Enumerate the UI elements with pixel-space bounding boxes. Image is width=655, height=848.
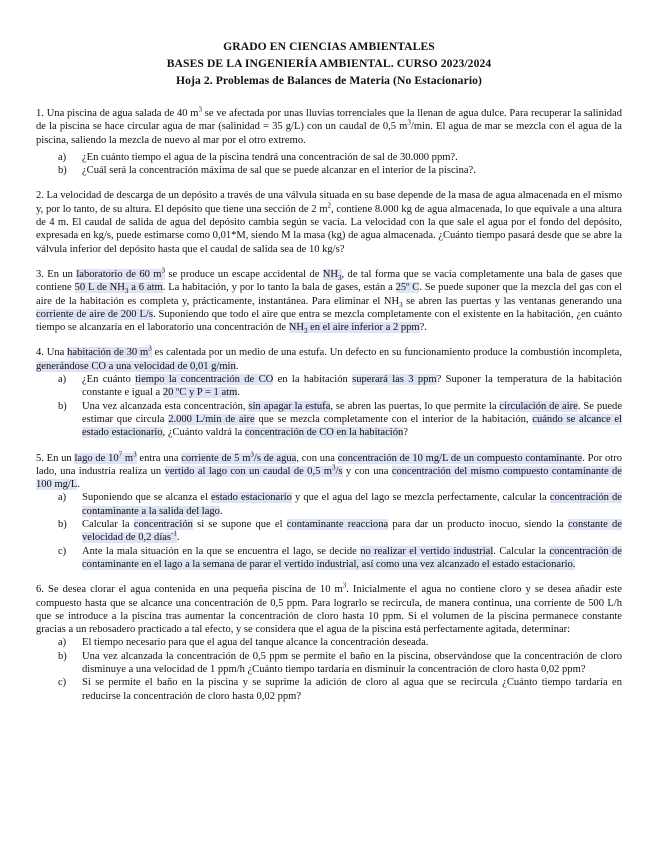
problem-5-question-b: b) Calcular la concentración si se supone que el contaminante reacciona para dar un producto inocuo, siendo la constante de velocidad de 0,2 días$^{-1}$. — [58, 519, 622, 544]
problem-6-statement: 6. Se desea clorar el agua contenida en una pequeña piscina de 10 $m^3$. Inicialmente el agua no contiene cloro y se desea añadir este compuesto hasta que se alcance una concentración de 0,5 ppm. Para lograrlo se recircula, de manera continua, una corriente de 500 L/h que se introduce a la piscina tras aumentar la concentración de cloro hasta 10 ppm. Si el volumen de la piscina permanece constante gracias a un rebosadero practicado a tal efecto, y se considera que el agua de la piscina está perfectamente agitada, determinar: — [36, 581, 622, 636]
problem-6 — [36, 583, 622, 703]
degree-title: GRADO EN CIENCIAS AMBIENTALES — [223, 40, 435, 53]
problem-1-questions — [36, 151, 622, 178]
document-header — [36, 38, 622, 89]
problem-6-question-a: a) El tiempo necesario para que el agua del tanque alcance la concentración deseada. — [58, 637, 429, 649]
problem-4 — [36, 346, 622, 439]
problem-1-question-b: b) ¿Cuál será la concentración máxima de sal que se puede alcanzar en el interior de la piscina?. — [58, 165, 476, 177]
problem-1-statement: 1. Una piscina de agua salada de 40 $m^3$ se ve afectada por unas lluvias torrenciales que la llenan de agua dulce. Para recuperar la salinidad de la piscina se hace circular agua de mar (salinidad = 35 g/L) con un caudal de 0,5 $m^3/\min$. El agua de mar se mezcla con el agua de la piscina, saliendo la mezcla de nuevo al mar por el otro extremo. — [36, 105, 622, 146]
problem-1-question-a: a) ¿En cuánto tiempo el agua de la piscina tendrá una concentración de sal de 30.000 ppm?. — [58, 151, 458, 163]
problem-5-statement: 5. En un lago de $10^7$ $m^3$ entra una corriente de 5 $m^3/s$ de agua, con una concentración de 10 mg/L de un compuesto contaminante. Por otro lado, una industria realiza un vertido al lago con un caudal de 0,5 $m^3/s$ y con una concentración del mismo compuesto contaminante de 100 mg/L. — [36, 450, 622, 491]
problem-4-question-b: b) Una vez alcanzada esta concentración, sin apagar la estufa, se abren las puertas, lo que permite la circulación de aire. Se puede estimar que circula 2.000 L/min de aire que se mezcla completamente con el interior de la habitación, cuándo se alcance el estado estacionario, ¿Cuánto valdrá la concentración de CO en la habitación? — [58, 400, 623, 439]
problem-5 — [36, 452, 622, 572]
problem-3 — [36, 268, 622, 334]
sheet-title: Hoja 2. Problemas de Balances de Materia (No Estacionario) — [175, 74, 482, 87]
problem-2 — [36, 189, 622, 255]
document-page — [36, 38, 622, 712]
problem-1 — [36, 107, 622, 177]
problem-5-question-a: a) Suponiendo que se alcanza el estado estacionario y que el agua del lago se mezcla perfectamente, calcular la concentración de contaminante a la salida del lago. — [58, 492, 622, 517]
problem-6-question-c: c) Si se permite el baño en la piscina y se suprime la adición de cloro al agua que se recircula ¿Cuánto tiempo tardaría en reducirse la concentración de cloro hasta 0,02 ppm? — [58, 677, 622, 702]
problem-6-question-b: b) Una vez alcanzada la concentración de 0,5 ppm se permite el baño en la piscina, observándose que la concentración de cloro disminuye a una velocidad de 1 ppm/h ¿Cuánto tiempo tardaría en disminuir la concentración de cloro hasta 0,02 ppm? — [58, 650, 622, 675]
problem-4-statement: 4. Una habitación de 30 $m^3$ es calentada por un medio de una estufa. Un defecto en su funcionamiento produce la combustión incompleta, generándose CO a una velocidad de 0,01 g/min. — [36, 344, 622, 372]
problem-3-statement: 3. En un laboratorio de 60 $m^3$ se produce un escape accidental de $NH_3$, de tal forma que se vacía completamente una bala de gases que contiene 50 L de $NH_3$ a 6 atm. La habitación, y por lo tanto la bala de gases, están a 25º C. Se puede suponer que la mezcla del gas con el aire de la habitación es completa y, prácticamente, instantánea. Para eliminar el $NH_3$ se abren las puertas y las ventanas generando una corriente de aire de 200 L/s. Suponiendo que todo el aire que entra se mezcla completamente con el existente en la habitación, ¿en cuánto tiempo se alcanzaría en el laboratorio una concentración de $NH_3$ en el aire inferior a 2 ppm?. — [36, 266, 623, 336]
problem-5-question-c: c) Ante la mala situación en la que se encuentra el lago, se decide no realizar el vertido industrial. Calcular la concentración de contaminante en el lago a la semana de parar el vertido industrial, así como una vez alcanzado el estado estacionario. — [58, 545, 622, 570]
problem-4-question-a: a) ¿En cuánto tiempo la concentración de CO en la habitación superará las 3 ppm? Suponer la temperatura de la habitación constante e igual a 20 ºC y P = 1 atm. — [58, 374, 622, 399]
course-title: BASES DE LA INGENIERÍA AMBIENTAL. CURSO 2023/2024 — [166, 57, 492, 70]
problem-2-statement: 2. La velocidad de descarga de un depósito a través de una válvula situada en su base depende de la masa de agua almacenada en el mismo y, por lo tanto, de su altura. El depósito que tiene una sección de 2 $m^2$, contiene 8.000 kg de agua almacenada, lo que equivale a una altura de 4 m. El caudal de salida de agua del depósito cambia según se vacía. La velocidad con la que sale el agua por el fondo del depósito, expresada en kg/s, puede estimarse como 0,01*M, siendo M la masa (kg) de agua almacenada. ¿Cuánto tiempo pasará desde que se abre la válvula inferior del depósito hasta que el caudal de salida sea de 10 kg/s? — [36, 190, 622, 255]
